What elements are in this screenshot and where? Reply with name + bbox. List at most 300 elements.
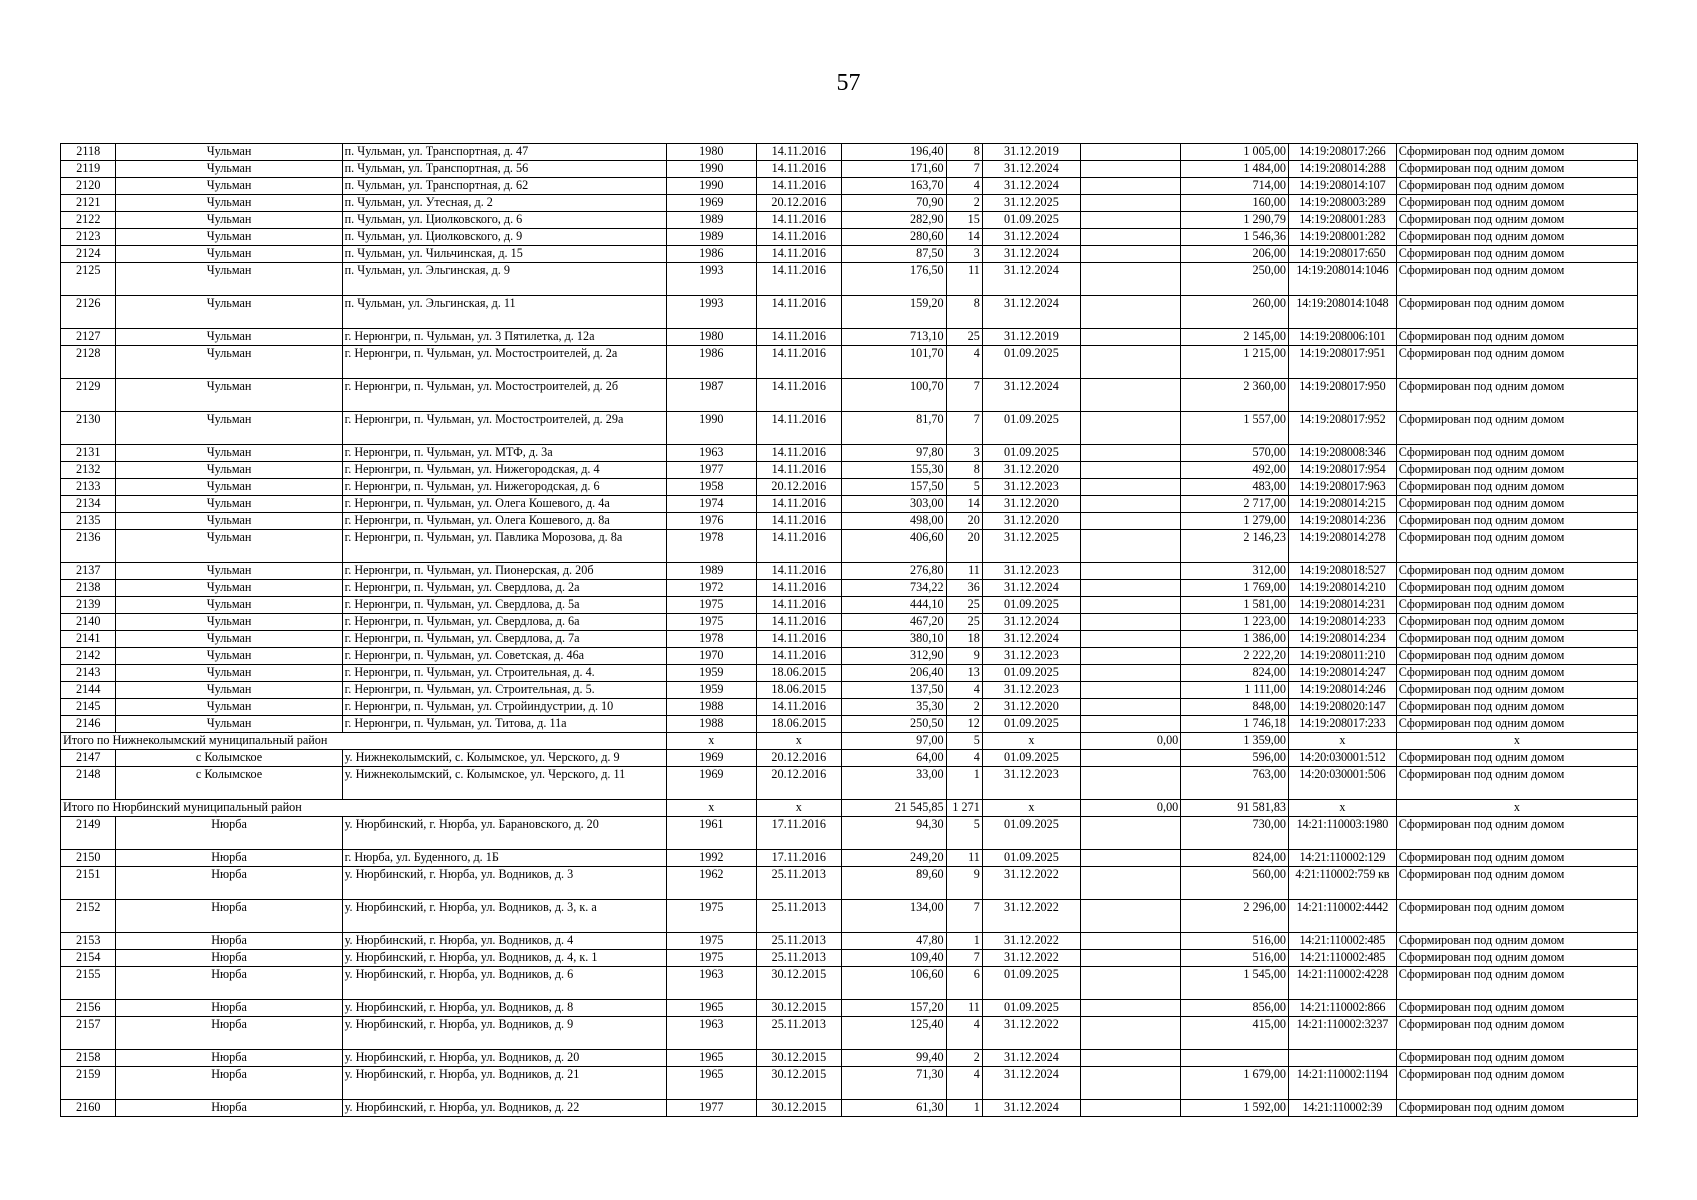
build-year: 1969: [667, 195, 757, 212]
inclusion-date: 14.11.2016: [756, 161, 841, 178]
cadastral-number: 14:19:208020:147: [1289, 699, 1397, 716]
build-year: 1986: [667, 346, 757, 379]
land-area: 2 145,00: [1181, 329, 1289, 346]
address: у. Нюрбинский, г. Нюрба, ул. Водников, д. 6: [342, 967, 666, 1000]
total-label: Итого по Нижнеколымский муниципальный район: [61, 733, 667, 750]
inclusion-date: 14.11.2016: [756, 329, 841, 346]
build-year: 1962: [667, 867, 757, 900]
build-year: 1975: [667, 900, 757, 933]
build-year: 1988: [667, 716, 757, 733]
area: 94,30: [841, 817, 946, 850]
inclusion-date: 14.11.2016: [756, 212, 841, 229]
row-number: 2122: [61, 212, 116, 229]
row-number: 2128: [61, 346, 116, 379]
inclusion-date: 14.11.2016: [756, 496, 841, 513]
land-area: 1 546,36: [1181, 229, 1289, 246]
build-year: 1993: [667, 263, 757, 296]
row-number: 2160: [61, 1100, 116, 1117]
inclusion-date: 14.11.2016: [756, 379, 841, 412]
total-status: х: [1396, 800, 1637, 817]
build-year: 1963: [667, 445, 757, 462]
table-row: [61, 767, 1638, 800]
status: Сформирован под одним домом: [1396, 580, 1637, 597]
address: г. Нерюнгри, п. Чульман, ул. Нижегородская, д. 6: [342, 479, 666, 496]
flat-count: 7: [946, 161, 982, 178]
inclusion-date: 14.11.2016: [756, 699, 841, 716]
row-number: 2156: [61, 1000, 116, 1017]
row-number: 2155: [61, 967, 116, 1000]
area: 87,50: [841, 246, 946, 263]
address: у. Нижнеколымский, с. Колымское, ул. Черского, д. 11: [342, 767, 666, 800]
deadline-date: 31.12.2024: [982, 1067, 1080, 1100]
inclusion-date: 25.11.2013: [756, 1017, 841, 1050]
area: 99,40: [841, 1050, 946, 1067]
locality: Чульман: [116, 496, 342, 513]
inclusion-date: 17.11.2016: [756, 817, 841, 850]
total-row: [61, 800, 1638, 817]
area: 276,80: [841, 563, 946, 580]
cadastral-number: 14:21:110002:4228: [1289, 967, 1397, 1000]
build-year: 1989: [667, 212, 757, 229]
build-year: 1959: [667, 665, 757, 682]
status: Сформирован под одним домом: [1396, 412, 1637, 445]
row-number: 2135: [61, 513, 116, 530]
locality: Чульман: [116, 161, 342, 178]
table-row: [61, 1000, 1638, 1017]
row-number: 2141: [61, 631, 116, 648]
flat-count: 4: [946, 1067, 982, 1100]
cadastral-number: 14:19:208014:288: [1289, 161, 1397, 178]
empty-cell: [1080, 212, 1180, 229]
land-area: 1 215,00: [1181, 346, 1289, 379]
inclusion-date: 18.06.2015: [756, 665, 841, 682]
cadastral-number: 14:21:110002:1194: [1289, 1067, 1397, 1100]
build-year: 1969: [667, 750, 757, 767]
land-area: 1 484,00: [1181, 161, 1289, 178]
deadline-date: 31.12.2024: [982, 631, 1080, 648]
area: 33,00: [841, 767, 946, 800]
row-number: 2158: [61, 1050, 116, 1067]
address: у. Нюрбинский, г. Нюрба, ул. Водников, д. 21: [342, 1067, 666, 1100]
total-flat-count: 5: [946, 733, 982, 750]
flat-count: 11: [946, 563, 982, 580]
row-number: 2132: [61, 462, 116, 479]
inclusion-date: 14.11.2016: [756, 563, 841, 580]
table-row: [61, 346, 1638, 379]
locality: Нюрба: [116, 1067, 342, 1100]
area: 125,40: [841, 1017, 946, 1050]
table-row: [61, 296, 1638, 329]
address: г. Нерюнгри, п. Чульман, ул. Мостостроителей, д. 2б: [342, 379, 666, 412]
table-row: [61, 496, 1638, 513]
table-row: [61, 513, 1638, 530]
area: 157,20: [841, 1000, 946, 1017]
locality: Нюрба: [116, 850, 342, 867]
address: г. Нерюнгри, п. Чульман, ул. 3 Пятилетка, д. 12а: [342, 329, 666, 346]
locality: Нюрба: [116, 867, 342, 900]
area: 303,00: [841, 496, 946, 513]
cadastral-number: [1289, 1050, 1397, 1067]
deadline-date: 01.09.2025: [982, 665, 1080, 682]
address: г. Нерюнгри, п. Чульман, ул. Мостостроителей, д. 2а: [342, 346, 666, 379]
locality: с Колымское: [116, 750, 342, 767]
table-row: [61, 263, 1638, 296]
area: 137,50: [841, 682, 946, 699]
status: Сформирован под одним домом: [1396, 767, 1637, 800]
build-year: 1963: [667, 967, 757, 1000]
row-number: 2143: [61, 665, 116, 682]
area: 282,90: [841, 212, 946, 229]
status: Сформирован под одним домом: [1396, 682, 1637, 699]
status: Сформирован под одним домом: [1396, 496, 1637, 513]
land-area: [1181, 1050, 1289, 1067]
deadline-date: 31.12.2024: [982, 614, 1080, 631]
inclusion-date: 14.11.2016: [756, 462, 841, 479]
area: 159,20: [841, 296, 946, 329]
status: Сформирован под одним домом: [1396, 1100, 1637, 1117]
empty-cell: [1080, 161, 1180, 178]
land-area: 848,00: [1181, 699, 1289, 716]
area: 280,60: [841, 229, 946, 246]
flat-count: 25: [946, 614, 982, 631]
table-row: [61, 1050, 1638, 1067]
deadline-date: 31.12.2023: [982, 648, 1080, 665]
address: п. Чульман, ул. Эльгинская, д. 9: [342, 263, 666, 296]
status: Сформирован под одним домом: [1396, 1067, 1637, 1100]
cadastral-number: 14:20:030001:512: [1289, 750, 1397, 767]
empty-cell: [1080, 496, 1180, 513]
locality: Нюрба: [116, 933, 342, 950]
status: Сформирован под одним домом: [1396, 195, 1637, 212]
land-area: 1 005,00: [1181, 144, 1289, 161]
table-row: [61, 580, 1638, 597]
build-year: 1963: [667, 1017, 757, 1050]
inclusion-date: 14.11.2016: [756, 580, 841, 597]
deadline-date: 31.12.2024: [982, 580, 1080, 597]
cadastral-number: 14:20:030001:506: [1289, 767, 1397, 800]
status: Сформирован под одним домом: [1396, 161, 1637, 178]
area: 64,00: [841, 750, 946, 767]
address: г. Нерюнгри, п. Чульман, ул. Советская, д. 46а: [342, 648, 666, 665]
land-area: 856,00: [1181, 1000, 1289, 1017]
address: г. Нерюнгри, п. Чульман, ул. Стройиндустрии, д. 10: [342, 699, 666, 716]
table-row: [61, 817, 1638, 850]
deadline-date: 31.12.2024: [982, 178, 1080, 195]
cadastral-number: 14:21:110002:485: [1289, 950, 1397, 967]
area: 89,60: [841, 867, 946, 900]
address: у. Нюрбинский, г. Нюрба, ул. Водников, д. 4, к. 1: [342, 950, 666, 967]
status: Сформирован под одним домом: [1396, 867, 1637, 900]
deadline-date: 31.12.2020: [982, 513, 1080, 530]
empty-cell: [1080, 933, 1180, 950]
empty-cell: [1080, 513, 1180, 530]
area: 81,70: [841, 412, 946, 445]
empty-cell: [1080, 631, 1180, 648]
build-year: 1990: [667, 412, 757, 445]
flat-count: 4: [946, 1017, 982, 1050]
address: г. Нерюнгри, п. Чульман, ул. Пионерская, д. 20б: [342, 563, 666, 580]
deadline-date: 31.12.2024: [982, 296, 1080, 329]
cadastral-number: 14:21:110002:129: [1289, 850, 1397, 867]
area: 61,30: [841, 1100, 946, 1117]
total-extra: 0,00: [1080, 800, 1180, 817]
cadastral-number: 14:19:208014:236: [1289, 513, 1397, 530]
row-number: 2146: [61, 716, 116, 733]
flat-count: 9: [946, 648, 982, 665]
cadastral-number: 14:21:110002:39: [1289, 1100, 1397, 1117]
total-row: [61, 733, 1638, 750]
flat-count: 11: [946, 850, 982, 867]
deadline-date: 31.12.2020: [982, 462, 1080, 479]
locality: Чульман: [116, 699, 342, 716]
area: 498,00: [841, 513, 946, 530]
address: г. Нерюнгри, п. Чульман, ул. Строительная, д. 5.: [342, 682, 666, 699]
table-body: [61, 144, 1638, 1117]
area: 467,20: [841, 614, 946, 631]
land-area: 206,00: [1181, 246, 1289, 263]
status: Сформирован под одним домом: [1396, 530, 1637, 563]
table-row: [61, 648, 1638, 665]
locality: Чульман: [116, 648, 342, 665]
area: 444,10: [841, 597, 946, 614]
status: Сформирован под одним домом: [1396, 513, 1637, 530]
address: у. Нюрбинский, г. Нюрба, ул. Водников, д. 8: [342, 1000, 666, 1017]
status: Сформирован под одним домом: [1396, 479, 1637, 496]
cadastral-number: 14:21:110002:3237: [1289, 1017, 1397, 1050]
row-number: 2120: [61, 178, 116, 195]
flat-count: 8: [946, 296, 982, 329]
address: п. Чульман, ул. Транспортная, д. 56: [342, 161, 666, 178]
build-year: 1986: [667, 246, 757, 263]
flat-count: 11: [946, 1000, 982, 1017]
cadastral-number: 14:19:208014:233: [1289, 614, 1397, 631]
area: 250,50: [841, 716, 946, 733]
build-year: 1989: [667, 229, 757, 246]
total-land-area: 1 359,00: [1181, 733, 1289, 750]
deadline-date: 01.09.2025: [982, 716, 1080, 733]
flat-count: 13: [946, 665, 982, 682]
status: Сформирован под одним домом: [1396, 699, 1637, 716]
status: Сформирован под одним домом: [1396, 950, 1637, 967]
land-area: 1 581,00: [1181, 597, 1289, 614]
deadline-date: 31.12.2023: [982, 479, 1080, 496]
deadline-date: 31.12.2024: [982, 1050, 1080, 1067]
empty-cell: [1080, 665, 1180, 682]
table-row: [61, 699, 1638, 716]
flat-count: 8: [946, 462, 982, 479]
flat-count: 5: [946, 479, 982, 496]
row-number: 2138: [61, 580, 116, 597]
row-number: 2139: [61, 597, 116, 614]
empty-cell: [1080, 144, 1180, 161]
flat-count: 7: [946, 950, 982, 967]
address: п. Чульман, ул. Эльгинская, д. 11: [342, 296, 666, 329]
status: Сформирован под одним домом: [1396, 563, 1637, 580]
deadline-date: 31.12.2024: [982, 1100, 1080, 1117]
inclusion-date: 14.11.2016: [756, 346, 841, 379]
status: Сформирован под одним домом: [1396, 1017, 1637, 1050]
total-cadastral: х: [1289, 800, 1397, 817]
cadastral-number: 14:19:208014:278: [1289, 530, 1397, 563]
locality: Чульман: [116, 178, 342, 195]
table-row: [61, 1100, 1638, 1117]
inclusion-date: 20.12.2016: [756, 767, 841, 800]
flat-count: 15: [946, 212, 982, 229]
area: 109,40: [841, 950, 946, 967]
build-year: 1974: [667, 496, 757, 513]
housing-registry-table: [60, 143, 1638, 1117]
status: Сформирован под одним домом: [1396, 716, 1637, 733]
row-number: 2142: [61, 648, 116, 665]
build-year: 1978: [667, 631, 757, 648]
total-year: х: [667, 800, 757, 817]
locality: Чульман: [116, 346, 342, 379]
inclusion-date: 20.12.2016: [756, 750, 841, 767]
table-row: [61, 850, 1638, 867]
inclusion-date: 25.11.2013: [756, 950, 841, 967]
land-area: 2 222,20: [1181, 648, 1289, 665]
address: п. Чульман, ул. Циолковского, д. 9: [342, 229, 666, 246]
area: 35,30: [841, 699, 946, 716]
flat-count: 4: [946, 750, 982, 767]
table-row: [61, 246, 1638, 263]
empty-cell: [1080, 530, 1180, 563]
build-year: 1975: [667, 614, 757, 631]
row-number: 2154: [61, 950, 116, 967]
address: г. Нерюнгри, п. Чульман, ул. Олега Кошевого, д. 8а: [342, 513, 666, 530]
land-area: 260,00: [1181, 296, 1289, 329]
build-year: 1958: [667, 479, 757, 496]
inclusion-date: 14.11.2016: [756, 513, 841, 530]
table-row: [61, 445, 1638, 462]
locality: Чульман: [116, 631, 342, 648]
table-row: [61, 563, 1638, 580]
land-area: 415,00: [1181, 1017, 1289, 1050]
locality: Чульман: [116, 479, 342, 496]
land-area: 1 290,79: [1181, 212, 1289, 229]
inclusion-date: 14.11.2016: [756, 445, 841, 462]
table-row: [61, 462, 1638, 479]
inclusion-date: 14.11.2016: [756, 648, 841, 665]
cadastral-number: 14:19:208001:283: [1289, 212, 1397, 229]
address: г. Нерюнгри, п. Чульман, ул. Свердлова, д. 2а: [342, 580, 666, 597]
cadastral-number: 14:19:208014:1048: [1289, 296, 1397, 329]
locality: Нюрба: [116, 950, 342, 967]
empty-cell: [1080, 767, 1180, 800]
build-year: 1977: [667, 462, 757, 479]
cadastral-number: 14:19:208011:210: [1289, 648, 1397, 665]
flat-count: 2: [946, 195, 982, 212]
row-number: 2134: [61, 496, 116, 513]
cadastral-number: 14:21:110003:1980: [1289, 817, 1397, 850]
inclusion-date: 30.12.2015: [756, 967, 841, 1000]
land-area: 160,00: [1181, 195, 1289, 212]
status: Сформирован под одним домом: [1396, 246, 1637, 263]
table-row: [61, 212, 1638, 229]
row-number: 2127: [61, 329, 116, 346]
build-year: 1970: [667, 648, 757, 665]
empty-cell: [1080, 850, 1180, 867]
table-row: [61, 665, 1638, 682]
flat-count: 1: [946, 767, 982, 800]
cadastral-number: 14:19:208001:282: [1289, 229, 1397, 246]
address: г. Нерюнгри, п. Чульман, ул. Свердлова, д. 5а: [342, 597, 666, 614]
deadline-date: 31.12.2022: [982, 933, 1080, 950]
empty-cell: [1080, 648, 1180, 665]
flat-count: 7: [946, 412, 982, 445]
deadline-date: 31.12.2025: [982, 530, 1080, 563]
address: г. Нерюнгри, п. Чульман, ул. Строительная, д. 4.: [342, 665, 666, 682]
status: Сформирован под одним домом: [1396, 144, 1637, 161]
inclusion-date: 20.12.2016: [756, 479, 841, 496]
locality: Чульман: [116, 580, 342, 597]
land-area: 1 279,00: [1181, 513, 1289, 530]
land-area: 2 146,23: [1181, 530, 1289, 563]
locality: Нюрба: [116, 900, 342, 933]
inclusion-date: 14.11.2016: [756, 263, 841, 296]
address: п. Чульман, ул. Чильчинская, д. 15: [342, 246, 666, 263]
address: у. Нюрбинский, г. Нюрба, ул. Водников, д. 22: [342, 1100, 666, 1117]
row-number: 2126: [61, 296, 116, 329]
empty-cell: [1080, 1017, 1180, 1050]
empty-cell: [1080, 597, 1180, 614]
status: Сформирован под одним домом: [1396, 597, 1637, 614]
table-row: [61, 631, 1638, 648]
locality: Нюрба: [116, 1100, 342, 1117]
status: Сформирован под одним домом: [1396, 462, 1637, 479]
address: п. Чульман, ул. Транспортная, д. 47: [342, 144, 666, 161]
locality: Нюрба: [116, 817, 342, 850]
land-area: 763,00: [1181, 767, 1289, 800]
empty-cell: [1080, 950, 1180, 967]
area: 734,22: [841, 580, 946, 597]
flat-count: 4: [946, 346, 982, 379]
address: г. Нерюнгри, п. Чульман, ул. Титова, д. 11а: [342, 716, 666, 733]
area: 157,50: [841, 479, 946, 496]
inclusion-date: 14.11.2016: [756, 530, 841, 563]
deadline-date: 01.09.2025: [982, 817, 1080, 850]
locality: Чульман: [116, 144, 342, 161]
inclusion-date: 25.11.2013: [756, 867, 841, 900]
address: г. Нерюнгри, п. Чульман, ул. Олега Кошевого, д. 4а: [342, 496, 666, 513]
address: у. Нижнеколымский, с. Колымское, ул. Черского, д. 9: [342, 750, 666, 767]
flat-count: 7: [946, 900, 982, 933]
table-row: [61, 530, 1638, 563]
cadastral-number: 14:19:208017:954: [1289, 462, 1397, 479]
deadline-date: 31.12.2019: [982, 329, 1080, 346]
table-row: [61, 412, 1638, 445]
total-area: 21 545,85: [841, 800, 946, 817]
total-extra: 0,00: [1080, 733, 1180, 750]
row-number: 2124: [61, 246, 116, 263]
table-row: [61, 597, 1638, 614]
cadastral-number: 14:19:208006:101: [1289, 329, 1397, 346]
area: 171,60: [841, 161, 946, 178]
empty-cell: [1080, 346, 1180, 379]
deadline-date: 01.09.2025: [982, 346, 1080, 379]
land-area: 1 545,00: [1181, 967, 1289, 1000]
total-area: 97,00: [841, 733, 946, 750]
deadline-date: 01.09.2025: [982, 412, 1080, 445]
cadastral-number: 14:19:208014:107: [1289, 178, 1397, 195]
cadastral-number: 14:19:208017:952: [1289, 412, 1397, 445]
cadastral-number: 14:21:110002:866: [1289, 1000, 1397, 1017]
cadastral-number: 14:19:208014:1046: [1289, 263, 1397, 296]
status: Сформирован под одним домом: [1396, 229, 1637, 246]
empty-cell: [1080, 178, 1180, 195]
status: Сформирован под одним домом: [1396, 817, 1637, 850]
land-area: 312,00: [1181, 563, 1289, 580]
